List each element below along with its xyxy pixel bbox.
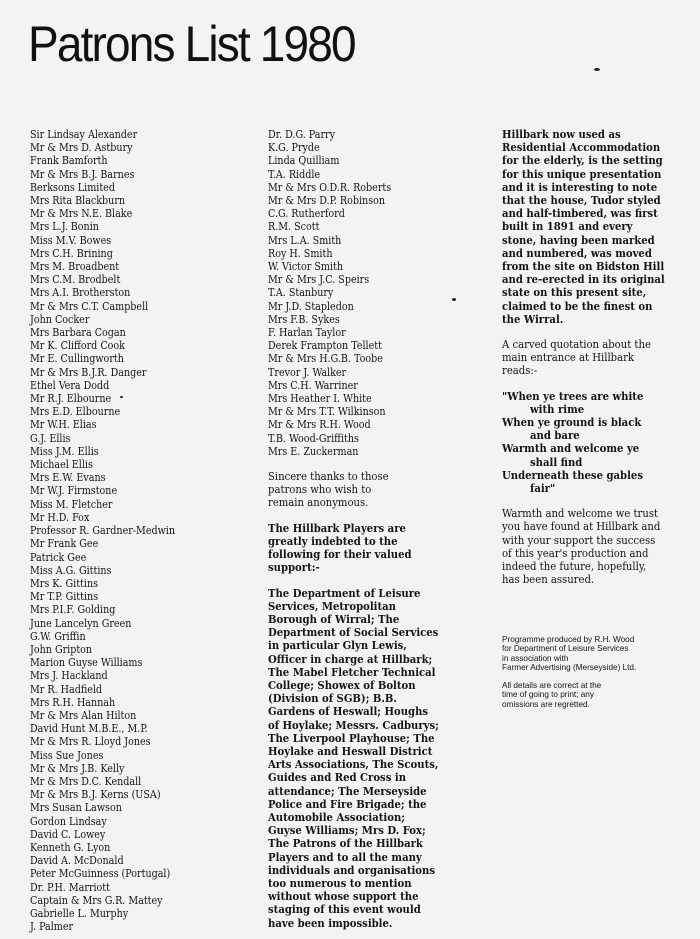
text-line: attendance; The Merseyside	[268, 783, 427, 798]
text-line: has been assured.	[502, 573, 595, 587]
acknowledgements	[268, 587, 493, 930]
quotation-line: with rime	[530, 401, 585, 416]
text-line: Mrs R.H. Hannah	[30, 695, 116, 709]
text-line: Dr. D.G. Parry	[268, 128, 336, 141]
text-line: Dr. P.H. Marriott	[30, 880, 110, 894]
text-line: greatly indebted to the	[268, 533, 398, 548]
text-line: built in 1891 and every	[502, 219, 633, 234]
text-line: All details are correct at the	[502, 680, 602, 690]
text-line: Mr J.D. Stapledon	[268, 299, 354, 313]
text-line: Mrs K. Gittins	[30, 576, 99, 590]
text-line: J. Palmer	[30, 920, 74, 934]
text-line: Kenneth G. Lyon	[30, 840, 111, 854]
text-line: Officer in charge at Hillbark;	[268, 651, 433, 666]
text-line: David A. McDonald	[30, 854, 124, 868]
text-line: in particular Glyn Lewis,	[268, 638, 407, 653]
text-line: Mr Frank Gee	[30, 537, 99, 551]
text-line: Gordon Lindsay	[30, 814, 107, 828]
text-line: Mrs A.I. Brotherston	[30, 286, 131, 300]
text-line: Programme produced by R.H. Wood	[502, 634, 635, 644]
text-line: Mr & Mrs B.J.R. Danger	[30, 365, 147, 379]
text-line: Mr E. Cullingworth	[30, 352, 124, 366]
text-line: Miss M.V. Bowes	[30, 233, 112, 247]
text-line: Mr & Mrs D.C. Kendall	[30, 774, 142, 788]
text-line: for Department of Leisure Services	[502, 644, 629, 654]
text-line: Mr & Mrs T.T. Wilkinson	[268, 405, 386, 419]
text-line: Mr H.D. Fox	[30, 510, 90, 524]
carved-quotation	[502, 390, 690, 496]
text-line: without whose support the	[268, 889, 419, 904]
text-line: and it is interesting to note	[502, 179, 658, 194]
text-line: Mr & Mrs O.D.R. Roberts	[268, 180, 392, 194]
text-line: G.W. Griffin	[30, 629, 86, 643]
text-line: The Mabel Fletcher Technical	[268, 664, 436, 679]
text-line: W. Victor Smith	[268, 260, 344, 274]
quotation-line: Warmth and welcome ye	[502, 441, 640, 456]
text-line: Mrs M. Broadbent	[30, 260, 120, 274]
text-line: Frank Bamforth	[30, 154, 108, 168]
disclaimer	[502, 681, 690, 710]
text-line: Gabrielle L. Murphy	[30, 906, 129, 920]
quotation-line: fair"	[530, 481, 556, 496]
text-line: Mrs C.M. Brodbelt	[30, 273, 121, 287]
page-title: Patrons List 1980	[28, 16, 355, 72]
print-speck	[120, 396, 123, 398]
text-line: Mrs L.J. Bonin	[30, 220, 99, 234]
text-line: The Hillbark Players are	[268, 520, 406, 535]
text-line: The Department of Leisure	[268, 585, 421, 600]
closing-remarks	[502, 507, 690, 586]
text-line: Residential Accommodation	[502, 140, 661, 155]
text-line: Sincere thanks to those	[268, 470, 389, 484]
text-line: Mr & Mrs R.H. Wood	[268, 418, 371, 432]
text-line: Mr & Mrs B.J. Kerns (USA)	[30, 788, 161, 802]
text-line: Mr R. Hadfield	[30, 682, 103, 696]
text-line: Miss M. Fletcher	[30, 497, 113, 511]
text-line: Mr & Mrs Alan Hilton	[30, 708, 137, 722]
patron-list-2	[268, 128, 493, 458]
text-line: Automobile Association;	[268, 809, 405, 824]
text-line: Mr & Mrs N.E. Blake	[30, 207, 133, 221]
text-line: Farmer Advertising (Merseyside) Ltd.	[502, 663, 637, 673]
text-line: reads:-	[502, 364, 538, 378]
text-line: and re-erected in its original	[502, 272, 665, 287]
text-line: too numerous to mention	[268, 875, 412, 890]
patrons-column-1	[30, 128, 258, 933]
text-line: Patrick Gee	[30, 550, 87, 564]
text-line: support:-	[268, 560, 320, 575]
text-line: Michael Ellis	[30, 458, 93, 472]
text-line: Mr & Mrs B.J. Barnes	[30, 167, 135, 181]
text-line: Mrs J. Hackland	[30, 669, 108, 683]
text-line: main entrance at Hillbark	[502, 351, 635, 365]
text-line: Mrs E.D. Elbourne	[30, 405, 121, 419]
text-line: for this unique presentation	[502, 166, 662, 181]
text-line: Mr T.P. Gittins	[30, 590, 99, 604]
text-line: Mrs P.I.F. Golding	[30, 603, 116, 617]
text-line: Mr W.J. Firmstone	[30, 484, 118, 498]
text-line: Mrs Barbara Cogan	[30, 326, 126, 340]
text-line: Services, Metropolitan	[268, 598, 396, 613]
text-line: Mr & Mrs J.C. Speirs	[268, 273, 370, 287]
text-line: Captain & Mrs G.R. Mattey	[30, 893, 163, 907]
text-line: individuals and organisations	[268, 862, 436, 877]
text-line: stone, having been marked	[502, 232, 655, 247]
quotation-line: shall find	[530, 454, 583, 469]
print-speck	[594, 68, 600, 71]
text-line: Derek Frampton Tellett	[268, 339, 382, 353]
text-line: omissions are regretted.	[502, 700, 590, 710]
text-line: Hoylake and Heswall District	[268, 743, 433, 758]
text-line: patrons who wish to	[268, 483, 372, 497]
text-line: have been impossible.	[268, 915, 393, 930]
text-line: John Cocker	[30, 312, 90, 326]
text-line: Guyse Williams; Mrs D. Fox;	[268, 823, 426, 838]
text-line: Gardens of Heswall; Houghs	[268, 704, 429, 719]
text-line: with your support the success	[502, 533, 656, 547]
text-line: of this year's production and	[502, 546, 649, 560]
text-line: for the elderly, is the setting	[502, 153, 663, 168]
text-line: Mr & Mrs D. Astbury	[30, 141, 133, 155]
text-line: June Lancelyn Green	[30, 616, 132, 630]
indebted-intro	[268, 522, 493, 575]
text-line: Miss A.G. Gittins	[30, 563, 112, 577]
text-line: Arts Associations, The Scouts,	[268, 757, 439, 772]
anonymous-thanks	[268, 470, 493, 510]
text-line: T.A. Riddle	[268, 167, 321, 181]
notes-column	[502, 128, 690, 710]
text-line: F. Harlan Taylor	[268, 326, 346, 340]
quotation-line: "When ye trees are white	[502, 388, 644, 403]
text-line: Mr & Mrs D.P. Robinson	[268, 194, 386, 208]
text-line: Hillbark now used as	[502, 127, 621, 141]
quotation-line: Underneath these gables	[502, 467, 643, 482]
programme-credits	[502, 635, 690, 673]
text-line: Sir Lindsay Alexander	[30, 128, 138, 141]
text-line: The Liverpool Playhouse; The	[268, 730, 435, 745]
text-line: Mrs E.W. Evans	[30, 471, 106, 485]
text-line: G.J. Ellis	[30, 431, 71, 445]
text-line: Ethel Vera Dodd	[30, 378, 110, 392]
text-line: following for their valued	[268, 547, 412, 562]
text-line: Mr K. Clifford Cook	[30, 339, 125, 353]
text-line: staging of this event would	[268, 902, 421, 917]
text-line: Linda Quilliam	[268, 154, 340, 168]
quotation-intro	[502, 338, 690, 378]
text-line: A carved quotation about the	[502, 338, 651, 352]
text-line: you have found at Hillbark and	[502, 520, 661, 534]
quotation-line: and bare	[530, 428, 580, 443]
text-line: Roy H. Smith	[268, 246, 333, 260]
text-line: of Hoylake; Messrs. Cadburys;	[268, 717, 439, 732]
text-line: Mrs L.A. Smith	[268, 233, 342, 247]
text-line: claimed to be the finest on	[502, 298, 653, 313]
text-line: Mr & Mrs J.B. Kelly	[30, 761, 125, 775]
text-line: K.G. Pryde	[268, 141, 320, 155]
text-line: Berksons Limited	[30, 180, 115, 194]
text-line: David Hunt M.B.E., M.P.	[30, 722, 148, 736]
text-line: Mr & Mrs R. Lloyd Jones	[30, 735, 151, 749]
text-line: Mrs Heather I. White	[268, 392, 372, 406]
text-line: Department of Social Services	[268, 625, 439, 640]
text-line: John Gripton	[30, 642, 93, 656]
text-line: Mrs Susan Lawson	[30, 801, 122, 815]
text-line: and numbered, was moved	[502, 245, 652, 260]
text-line: in association with	[502, 653, 569, 663]
text-line: Peter McGuinness (Portugal)	[30, 867, 171, 881]
print-speck	[452, 298, 456, 301]
text-line: that the house, Tudor styled	[502, 193, 661, 208]
text-line: T.A. Stanbury	[268, 286, 334, 300]
text-line: Guides and Red Cross in	[268, 770, 407, 785]
text-line: Players and to all the many	[268, 849, 422, 864]
text-line: and half-timbered, was first	[502, 206, 658, 221]
text-line: Mr R.J. Elbourne	[30, 392, 112, 406]
text-line: Trevor J. Walker	[268, 365, 347, 379]
text-line: (Division of SGB); B.B.	[268, 691, 397, 706]
text-line: the Wirral.	[502, 311, 564, 326]
text-line: indeed the future, hopefully,	[502, 560, 647, 574]
text-line: Mr & Mrs C.T. Campbell	[30, 299, 149, 313]
text-line: R.M. Scott	[268, 220, 320, 234]
quotation-line: When ye ground is black	[502, 415, 642, 430]
patron-list-1	[30, 128, 258, 933]
text-line: remain anonymous.	[268, 496, 369, 510]
text-line: Warmth and welcome we trust	[502, 507, 659, 521]
text-line: Mr & Mrs H.G.B. Toobe	[268, 352, 383, 366]
text-line: Mrs C.H. Warriner	[268, 378, 358, 392]
text-line: David C. Lowey	[30, 827, 106, 841]
text-line: state on this present site,	[502, 285, 647, 300]
text-line: T.B. Wood-Griffiths	[268, 431, 359, 445]
text-line: Mr W.H. Elias	[30, 418, 97, 432]
text-line: Mrs Rita Blackburn	[30, 194, 126, 208]
text-line: Mrs E. Zuckerman	[268, 444, 359, 458]
text-line: Mrs F.B. Sykes	[268, 312, 340, 326]
patrons-column-2	[268, 128, 493, 930]
text-line: The Patrons of the Hillbark	[268, 836, 423, 851]
text-line: Mrs C.H. Brining	[30, 246, 113, 260]
text-line: C.G. Rutherford	[268, 207, 345, 221]
text-line: College; Showex of Bolton	[268, 677, 416, 692]
text-line: Borough of Wirral; The	[268, 611, 400, 626]
text-line: Professor R. Gardner-Medwin	[30, 524, 176, 538]
text-line: Police and Fire Brigade; the	[268, 796, 427, 811]
text-line: time of going to print; any	[502, 690, 594, 700]
hillbark-history	[502, 128, 690, 326]
text-line: Marion Guyse Williams	[30, 656, 143, 670]
text-line: from the site on Bidston Hill	[502, 259, 665, 274]
text-line: Miss J.M. Ellis	[30, 444, 99, 458]
text-line: Miss Sue Jones	[30, 748, 104, 762]
